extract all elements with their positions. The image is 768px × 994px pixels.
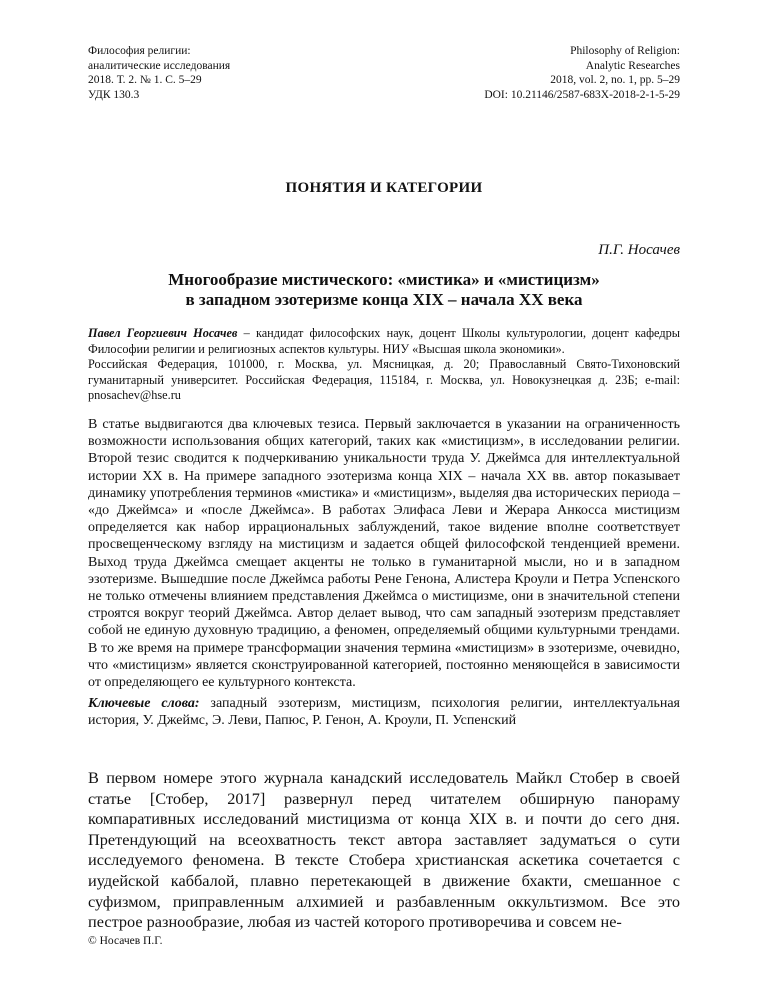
header-right-line: 2018, vol. 2, no. 1, pp. 5–29 xyxy=(550,74,680,86)
abstract: В статье выдвигаются два ключевых тезиса. Первый заключается в указании на ограниченность возможности использования общих категорий, таких как «мистицизм», в исследовании религии. Второй тезис сводится к подчеркиванию уникальности труда У. Джеймса для интеллектуальной истории XX в. На примере западного эзотеризма конца XIX – начала XX вв. автор показывает динамику употребления терминов «мистика» и «мистицизм», выделяя два исторических периода – «до Джеймса» и «после Джеймса». В работах Элифаса Леви и Жерара Анкосса мистицизм определяется как набор иррациональных заблуждений, такое видение вполне соответствует просвещенческому взгляду на мистицизм и задается общей философской тенденцией времени. Выход труда Джеймса смещает акценты не только в гуманитарной мысли, но и в западном эзотеризме. Вышедшие после Джеймса работы Рене Генона, Алистера Кроули и Петра Успенского не только отмечены влиянием представления Джеймса о мистицизме, они в значительной степени строятся вокруг теорий Джеймса. Автор делает вывод, что сам западный эзотеризм представляет собой не единую духовную традицию, а феномен, определяемый общими культурными трендами. В то же время на примере трансформации значения термина «мистицизм» в эзотеризме, очевидно, что «мистицизм» является сконструированной категорией, постоянно меняющейся в зависимости от определяющего ее культурного контекста. xyxy=(88,417,680,691)
header-left-line: Философия религии: xyxy=(88,45,191,57)
body-text xyxy=(88,768,680,933)
author-details: – кандидат философских наук, доцент Школы культурологии, доцент кафедры Философии религии и религиозных аспектов культуры. НИУ «Высшая школа экономики». xyxy=(88,326,680,356)
journal-header-ru xyxy=(88,44,230,102)
header-right-line: Philosophy of Religion: xyxy=(570,45,680,57)
keywords-text: западный эзотеризм, мистицизм, психология религии, интеллектуальная история, У. Джеймс, Э. Леви, Папюс, Р. Генон, А. Кроули, П. Успенский xyxy=(88,696,681,729)
body-paragraph: В первом номере этого журнала канадский исследователь Майкл Стобер в своей статье [Стобер, 2017] развернул перед читателем обширную панораму компаративных исследований мистицизма от конца XIX в. и почти до сего дня. Претендующий на всеохватность текст автора заставляет задуматься о сути исследуемого феномена. В тексте Стобера христианская аскетика сочетается с иудейской каббалой, плавно перетекающей в движение бхакти, смешанное с суфизмом, приправленным алхимией и разбавленным оккультизмом. Все это пестрое разнообразие, любая из частей которого противоречива и совсем не- xyxy=(88,768,680,932)
author-address: Российская Федерация, 101000, г. Москва, ул. Мясницкая, д. 20; Православный Свято-Тихоновский гуманитарный университет. Российская Федерация, 115184, г. Москва, ул. Новокузнецкая д. 23Б; e-mail: pnosachev@hse.ru xyxy=(88,357,680,403)
copyright-footnote: © Носачев П.Г. xyxy=(88,935,163,947)
header-right-line: DOI: 10.21146/2587-683X-2018-2-1-5-29 xyxy=(484,88,680,101)
author-affiliation xyxy=(88,326,680,404)
article-title-line: Многообразие мистического: «мистика» и «мистицизм» xyxy=(168,270,600,289)
section-title: ПОНЯТИЯ И КАТЕГОРИИ xyxy=(285,180,483,196)
header-left-line: 2018. Т. 2. № 1. С. 5–29 xyxy=(88,74,202,86)
article-title xyxy=(88,270,680,310)
journal-header-en xyxy=(484,44,680,102)
header-left-line: УДК 130.3 xyxy=(88,88,140,101)
author-signature: П.Г. Носачев xyxy=(598,242,680,258)
header-right-line: Analytic Researches xyxy=(585,59,680,72)
keywords xyxy=(88,695,680,729)
header-left-line: аналитические исследования xyxy=(88,59,231,72)
article-title-line: в западном эзотеризме конца XIX – начала XX века xyxy=(185,290,583,309)
author-name: Павел Георгиевич Носачев xyxy=(88,326,238,340)
keywords-label: Ключевые слова: xyxy=(88,696,200,711)
